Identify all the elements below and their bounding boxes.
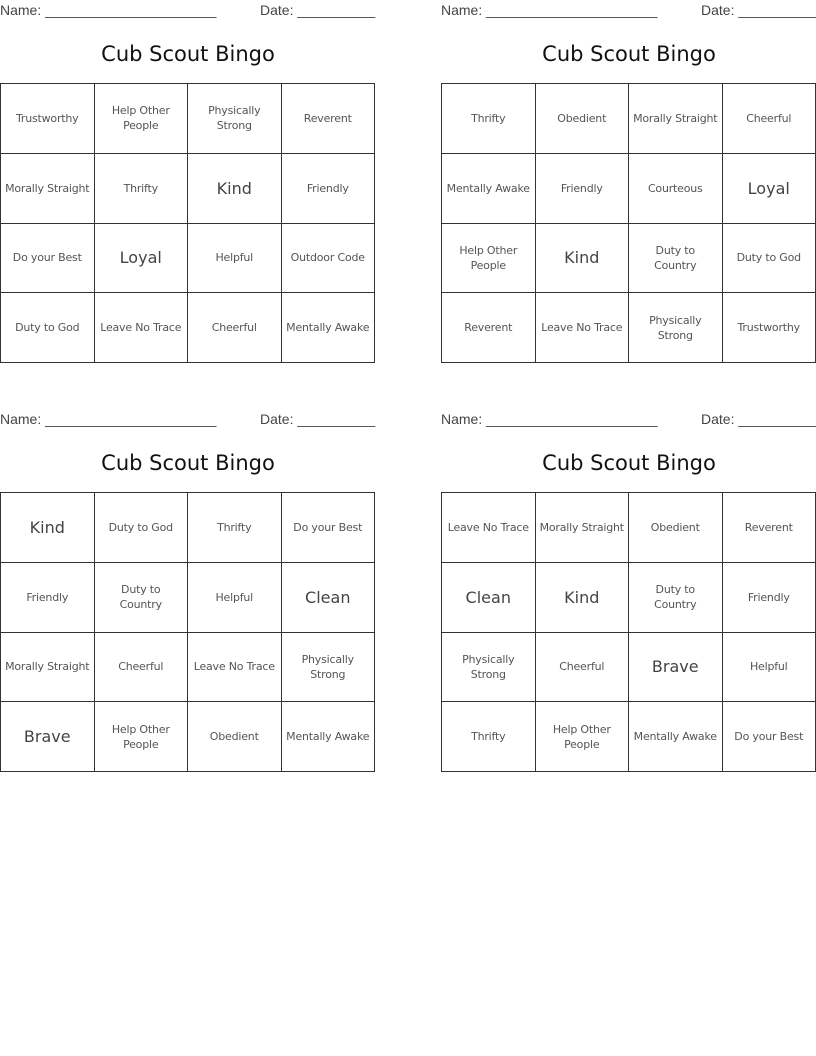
bingo-cell: Friendly [282,154,376,224]
bingo-cell: Trustworthy [723,293,816,363]
bingo-cell: Morally Straight [1,633,95,703]
date-field: Date: __________ [701,411,816,427]
date-field: Date: __________ [260,411,376,427]
bingo-cell: Duty to God [95,493,189,563]
bingo-cell: Thrifty [442,702,536,772]
bingo-cell: Outdoor Code [282,224,376,294]
bingo-cell: Do your Best [723,702,816,772]
date-field: Date: __________ [701,2,816,18]
bingo-cell: Kind [188,154,282,224]
bingo-cell: Reverent [723,493,816,563]
bingo-cell: Kind [536,563,630,633]
bingo-cell: Duty to Country [95,563,189,633]
bingo-cell: Cheerful [723,84,816,154]
bingo-grid [0,492,375,772]
bingo-cell: Morally Straight [536,493,630,563]
bingo-cell: Helpful [723,633,816,703]
bingo-cell: Friendly [723,563,816,633]
card-header [0,409,376,431]
bingo-cell: Reverent [282,84,376,154]
bingo-cell: Helpful [188,224,282,294]
bingo-cell: Loyal [95,224,189,294]
bingo-cell: Thrifty [95,154,189,224]
bingo-cell: Do your Best [282,493,376,563]
bingo-card-2 [441,0,816,342]
bingo-cell: Loyal [723,154,816,224]
bingo-cell: Friendly [536,154,630,224]
bingo-cell: Leave No Trace [188,633,282,703]
bingo-cell: Helpful [188,563,282,633]
bingo-cell: Duty to Country [629,224,723,294]
bingo-card-4 [441,409,816,751]
bingo-cell: Do your Best [1,224,95,294]
bingo-cell: Kind [1,493,95,563]
bingo-cell: Clean [282,563,376,633]
bingo-cell: Leave No Trace [536,293,630,363]
bingo-cell: Trustworthy [1,84,95,154]
bingo-cell: Obedient [629,493,723,563]
bingo-cell: Duty to God [723,224,816,294]
name-field: Name: ______________________ [0,411,217,427]
bingo-cell: Help Other People [442,224,536,294]
bingo-cell: Help Other People [536,702,630,772]
bingo-cell: Brave [1,702,95,772]
date-field: Date: __________ [260,2,376,18]
card-header [441,409,816,431]
card-title: Cub Scout Bingo [101,42,275,66]
bingo-cell: Duty to Country [629,563,723,633]
name-field: Name: ______________________ [0,2,217,18]
bingo-cell: Mentally Awake [442,154,536,224]
bingo-cell: Thrifty [442,84,536,154]
card-header [0,0,376,22]
bingo-cell: Help Other People [95,702,189,772]
bingo-card-3 [0,409,376,751]
name-field: Name: ______________________ [441,411,658,427]
bingo-cell: Physically Strong [442,633,536,703]
bingo-cell: Leave No Trace [95,293,189,363]
card-header [441,0,816,22]
bingo-cell: Morally Straight [629,84,723,154]
bingo-cell: Thrifty [188,493,282,563]
bingo-cell: Friendly [1,563,95,633]
bingo-cell: Cheerful [188,293,282,363]
bingo-cell: Cheerful [536,633,630,703]
card-title: Cub Scout Bingo [542,451,716,475]
bingo-cell: Obedient [188,702,282,772]
bingo-grid [0,83,375,363]
bingo-grid [441,492,816,772]
bingo-cell: Physically Strong [629,293,723,363]
bingo-cell: Morally Straight [1,154,95,224]
bingo-cell: Mentally Awake [282,293,376,363]
bingo-cell: Mentally Awake [282,702,376,772]
bingo-cell: Courteous [629,154,723,224]
bingo-cell: Physically Strong [282,633,376,703]
bingo-grid [441,83,816,363]
name-field: Name: ______________________ [441,2,658,18]
bingo-cell: Clean [442,563,536,633]
bingo-cell: Cheerful [95,633,189,703]
bingo-cell: Help Other People [95,84,189,154]
bingo-cell: Kind [536,224,630,294]
card-title: Cub Scout Bingo [542,42,716,66]
card-title: Cub Scout Bingo [101,451,275,475]
bingo-cell: Duty to God [1,293,95,363]
bingo-cell: Reverent [442,293,536,363]
bingo-cell: Obedient [536,84,630,154]
bingo-cell: Mentally Awake [629,702,723,772]
bingo-cell: Leave No Trace [442,493,536,563]
bingo-card-1 [0,0,376,335]
bingo-cell: Physically Strong [188,84,282,154]
bingo-cell: Brave [629,633,723,703]
